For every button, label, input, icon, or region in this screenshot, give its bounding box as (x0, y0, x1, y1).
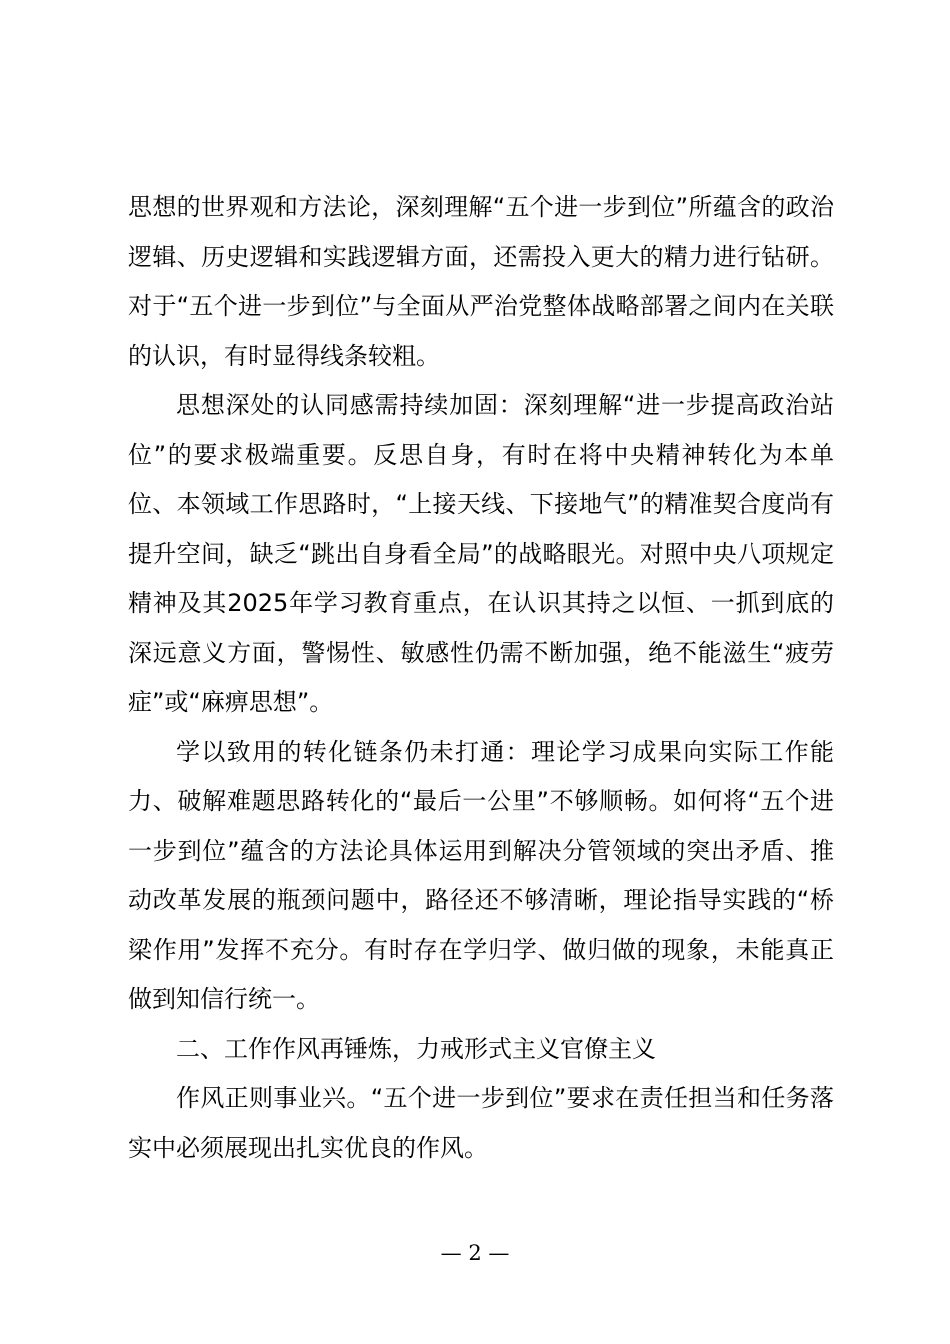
document-body (128, 183, 834, 1173)
paragraph-ideological-identity: 思想深处的认同感需持续加固：深刻理解“进一步提高政治站位”的要求极端重要。反思自身，有时在将中央精神转化为本单位、本领域工作思路时，“上接天线、下接地气”的精准契合度尚有提升空间，缺乏“跳出自身看全局”的战略眼光。对照中央八项规定精神及其2025年学习教育重点，在认识其持之以恒、一抓到底的深远意义方面，警惕性、敏感性仍需不断加强，绝不能滋生“疲劳症”或“麻痹思想”。 (128, 391, 834, 716)
section-heading: 二、工作作风再锤炼，力戒形式主义官僚主义 (176, 1034, 656, 1063)
page-number: — 2 — (440, 1241, 510, 1265)
paragraph-learning-application: 学以致用的转化链条仍未打通：理论学习成果向实际工作能力、破解难题思路转化的“最后一公里”不够顺畅。如何将“五个进一步到位”蕴含的方法论具体运用到解决分管领域的突出矛盾、推动改革发展的瓶颈问题中，路径还不够清晰，理论指导实践的“桥梁作用”发挥不充分。有时存在学归学、做归做的现象，未能真正做到知信行统一。 (128, 737, 834, 1013)
paragraph-continuation: 思想的世界观和方法论，深刻理解“五个进一步到位”所蕴含的政治逻辑、历史逻辑和实践逻辑方面，还需投入更大的精力进行钻研。对于“五个进一步到位”与全面从严治党整体战略部署之间内在关联的认识，有时显得线条较粗。 (128, 193, 834, 370)
paragraph-work-style: 作风正则事业兴。“五个进一步到位”要求在责任担当和任务落实中必须展现出扎实优良的作风。 (128, 1084, 834, 1162)
